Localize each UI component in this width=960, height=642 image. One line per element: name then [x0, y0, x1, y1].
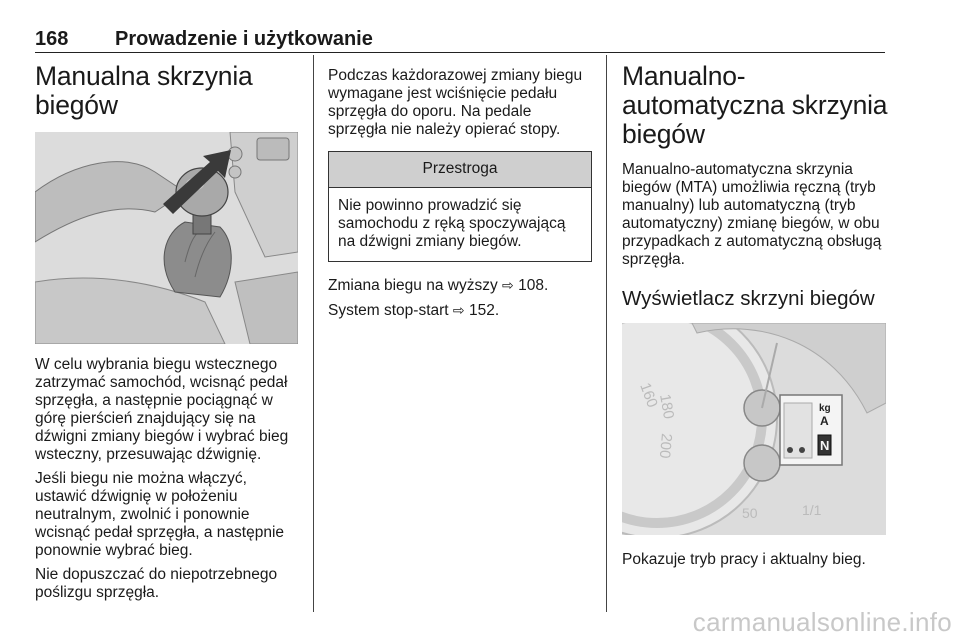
display-unit: kg: [819, 403, 831, 414]
gear-mode: A: [820, 414, 829, 428]
section-subtitle-display: Wyświetlacz skrzyni biegów: [622, 287, 875, 310]
gearbox-display-illustration: [622, 323, 886, 535]
reference-text: System stop-start: [328, 302, 449, 319]
current-gear: N: [820, 438, 830, 453]
snow-icon: [799, 447, 805, 453]
caution-text: Nie powinno prowadzić się samochodu z ręką spoczywającą na dźwigni zmiany biegów.: [338, 197, 566, 250]
column-3: [622, 62, 888, 575]
reference-page: 108: [518, 277, 544, 294]
caution-box: [328, 151, 592, 262]
speed-label: 160: [636, 380, 661, 410]
manual-paragraph-3: Nie dopuszczać do niepotrzebnego poślizgu sprzęgła.: [35, 566, 278, 601]
column-1: [35, 62, 300, 608]
section-title-mta: Manualno-automatyczna skrzynia biegów: [622, 61, 888, 149]
cross-reference-link[interactable]: System stop-start ⇨ 152.: [328, 302, 500, 319]
manual-paragraph-2: Jeśli biegu nie można włączyć, ustawić dźwignię w położeniu neutralnym, zwolnić i ponownie wcisnąć pedał sprzęgła, a następnie ponownie wybrać bieg.: [35, 470, 285, 559]
reference-arrow-icon: ⇨: [502, 277, 514, 293]
svg-text:50: 50: [742, 505, 758, 521]
svg-text:1/1: 1/1: [802, 502, 822, 518]
watermark: carmanualsonline.info: [692, 607, 952, 637]
speed-label: 180: [656, 392, 678, 421]
column-2: [328, 67, 592, 326]
eco-icon: [787, 447, 793, 453]
caution-title: Przestroga: [329, 152, 591, 188]
mta-paragraph: Manualno-automatyczna skrzynia biegów (MTA) umożliwia ręczną (tryb manualny) lub automatyczną (tryb automatyczny) zmianę biegów, w obu przypadkach z automatyczną obsługą sprzęgła.: [622, 161, 882, 268]
column-divider: [313, 55, 314, 612]
page-number: 168: [35, 28, 69, 50]
reference-text: Zmiana biegu na wyższy: [328, 277, 498, 294]
display-caption: Pokazuje tryb pracy i aktualny bieg.: [622, 551, 866, 568]
chapter-title: Prowadzenie i użytkowanie: [115, 28, 373, 50]
reference-arrow-icon: ⇨: [452, 302, 465, 318]
manual-paragraph-1: W celu wybrania biegu wstecznego zatrzymać samochód, wcisnąć pedał sprzęgła, a następnie pociągnąć w górę pierścień znajdujący się na dźwigni zmiany biegów i wybrać bieg wsteczny, przesuwając dźwignię.: [35, 356, 289, 463]
cross-reference-link[interactable]: Zmiana biegu na wyższy ⇨ 108.: [328, 277, 549, 294]
page-header: [35, 26, 885, 53]
section-title-manual: Manualna skrzynia biegów: [35, 61, 253, 120]
manual-paragraph-4: Podczas każdorazowej zmiany biegu wymagane jest wciśnięcie pedału sprzęgła do oporu. Na pedale sprzęgła nie należy opierać stopy.: [328, 67, 583, 138]
reference-page: 152: [468, 302, 495, 319]
speed-label: 200: [655, 432, 675, 460]
column-divider: [606, 55, 607, 612]
gear-lever-illustration: [35, 132, 298, 344]
